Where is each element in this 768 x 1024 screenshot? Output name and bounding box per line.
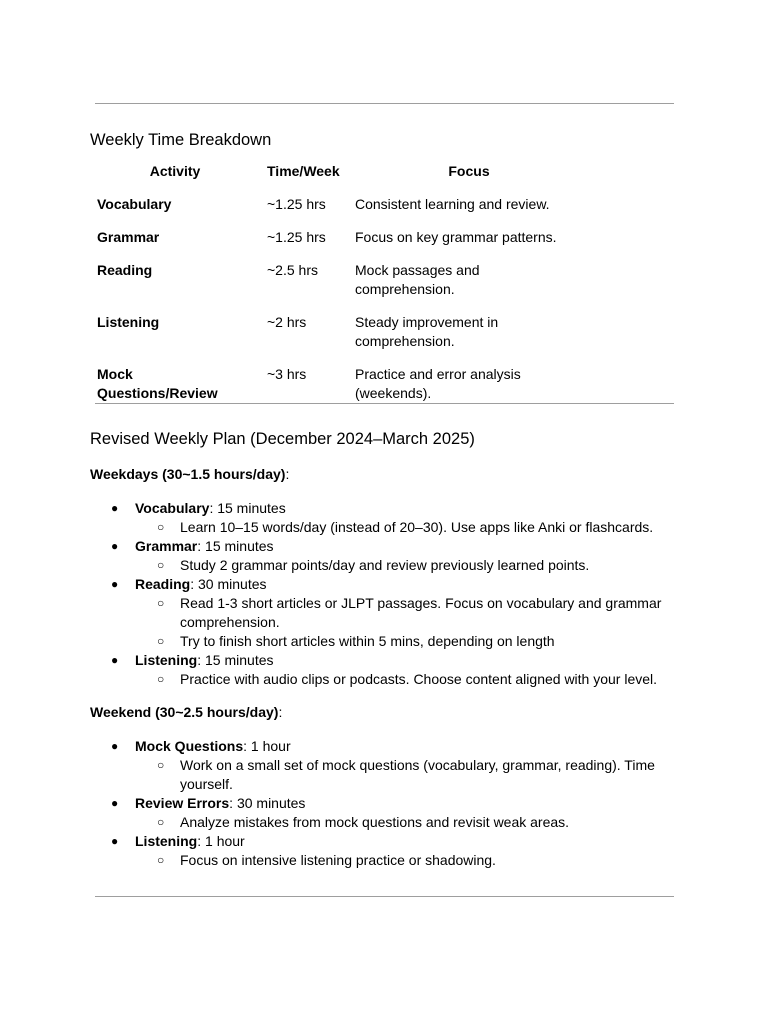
weekend-label-suffix: : xyxy=(278,704,283,720)
item-detail: : 15 minutes xyxy=(197,652,274,668)
sub-item xyxy=(135,813,670,832)
bottom-divider xyxy=(95,896,674,897)
sub-item-text: Practice with audio clips or podcasts. Choose content aligned with your level. xyxy=(180,671,658,687)
item-title: Vocabulary xyxy=(135,500,210,516)
sub-item xyxy=(135,851,670,870)
item-title: Listening xyxy=(135,652,198,668)
circle-bullet-icon: ○ xyxy=(157,634,165,648)
focus-cell: Steady improvement in comprehension. xyxy=(355,314,499,349)
time-cell: ~2 hrs xyxy=(267,314,307,330)
weekdays-label xyxy=(90,465,289,484)
list-item xyxy=(90,651,670,689)
sub-item-text: Try to finish short articles within 5 mins, depending on length xyxy=(180,633,555,649)
middle-divider xyxy=(95,403,674,404)
header-focus: Focus xyxy=(448,163,490,179)
time-cell: ~2.5 hrs xyxy=(267,262,318,278)
bullet-icon: ● xyxy=(111,653,119,667)
circle-bullet-icon: ○ xyxy=(157,558,165,572)
item-title: Reading xyxy=(135,576,191,592)
circle-bullet-icon: ○ xyxy=(157,815,165,829)
plan-heading: Revised Weekly Plan (December 2024–March 2025) xyxy=(90,430,475,448)
weekdays-label-text: Weekdays (30~1.5 hours/day) xyxy=(90,466,286,482)
focus-cell: Consistent learning and review. xyxy=(355,196,550,212)
weekend-label xyxy=(90,703,282,722)
activity-cell: Listening xyxy=(97,314,160,330)
sub-item-text: Work on a small set of mock questions (vocabulary, grammar, reading). Time yourself. xyxy=(180,757,655,792)
time-cell: ~3 hrs xyxy=(267,366,307,382)
table-row xyxy=(90,306,590,358)
sub-item xyxy=(135,594,670,632)
bullet-icon: ● xyxy=(111,739,119,753)
header-activity: Activity xyxy=(149,163,201,179)
list-item xyxy=(90,499,670,537)
weekdays-label-suffix: : xyxy=(285,466,290,482)
sub-item-text: Learn 10–15 words/day (instead of 20–30). Use apps like Anki or flashcards. xyxy=(180,519,654,535)
weekdays-list xyxy=(90,499,670,689)
list-item xyxy=(90,794,670,832)
bullet-icon: ● xyxy=(111,796,119,810)
item-detail: : 30 minutes xyxy=(190,576,267,592)
bullet-icon: ● xyxy=(111,501,119,515)
focus-cell: Mock passages and comprehension. xyxy=(355,262,480,297)
sub-item-text: Focus on intensive listening practice or shadowing. xyxy=(180,852,496,868)
activity-cell: Vocabulary xyxy=(97,196,172,212)
bullet-icon: ● xyxy=(111,539,119,553)
item-detail: : 15 minutes xyxy=(197,538,274,554)
focus-cell: Focus on key grammar patterns. xyxy=(355,229,557,245)
sub-item xyxy=(135,756,670,794)
item-detail: : 15 minutes xyxy=(209,500,286,516)
sub-item xyxy=(135,632,670,651)
item-detail: : 30 minutes xyxy=(229,795,306,811)
activity-cell: Mock Questions/Review xyxy=(97,366,218,401)
circle-bullet-icon: ○ xyxy=(157,596,165,610)
sub-item xyxy=(135,670,670,689)
table-header-row xyxy=(90,156,590,188)
weekend-list xyxy=(90,737,670,870)
item-detail: : 1 hour xyxy=(197,833,245,849)
item-detail: : 1 hour xyxy=(243,738,291,754)
sub-item xyxy=(135,518,670,537)
sub-item xyxy=(135,556,670,575)
list-item xyxy=(90,832,670,870)
sub-item-text: Read 1-3 short articles or JLPT passages. Focus on vocabulary and grammar comprehension. xyxy=(180,595,662,630)
weekend-label-text: Weekend (30~2.5 hours/day) xyxy=(90,704,279,720)
table-row xyxy=(90,254,590,306)
item-title: Review Errors xyxy=(135,795,230,811)
bullet-icon: ● xyxy=(111,834,119,848)
top-divider xyxy=(95,103,674,104)
sub-item-text: Analyze mistakes from mock questions and revisit weak areas. xyxy=(180,814,570,830)
time-cell: ~1.25 hrs xyxy=(267,196,326,212)
item-title: Mock Questions xyxy=(135,738,244,754)
list-item xyxy=(90,737,670,794)
bullet-icon: ● xyxy=(111,577,119,591)
circle-bullet-icon: ○ xyxy=(157,853,165,867)
sub-item-text: Study 2 grammar points/day and review previously learned points. xyxy=(180,557,590,573)
activity-cell: Grammar xyxy=(97,229,160,245)
circle-bullet-icon: ○ xyxy=(157,672,165,686)
focus-cell: Practice and error analysis (weekends). xyxy=(355,366,521,401)
circle-bullet-icon: ○ xyxy=(157,758,165,772)
activity-cell: Reading xyxy=(97,262,153,278)
item-title: Listening xyxy=(135,833,198,849)
table-row xyxy=(90,221,590,254)
circle-bullet-icon: ○ xyxy=(157,520,165,534)
breakdown-heading: Weekly Time Breakdown xyxy=(90,131,272,149)
table-row xyxy=(90,188,590,221)
list-item xyxy=(90,537,670,575)
time-cell: ~1.25 hrs xyxy=(267,229,326,245)
header-time: Time/Week xyxy=(267,163,340,179)
time-breakdown-table xyxy=(90,156,590,410)
item-title: Grammar xyxy=(135,538,198,554)
list-item xyxy=(90,575,670,651)
